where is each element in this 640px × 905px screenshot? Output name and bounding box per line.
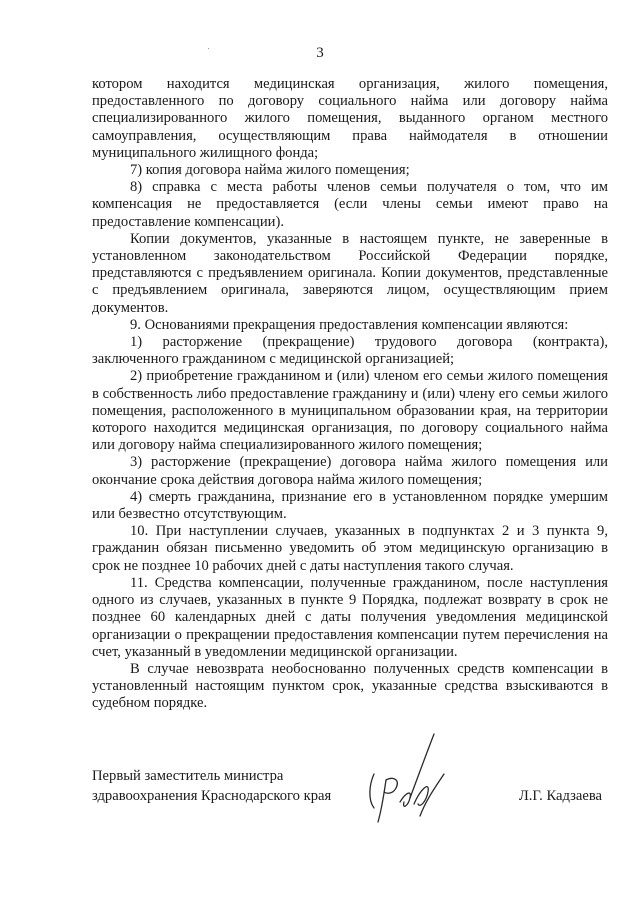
paragraph: 3) расторжение (прекращение) договора найма жилого помещения или окончание срока действия договора найма жилого помещения; xyxy=(92,454,608,488)
paragraph: Копии документов, указанные в настоящем пункте, не заверенные в установленном законодательством Российской Федерации порядке, представляются с предъявлением оригинала. Копии документов, представленные с предъявлением оригинала, заверяются лицом, осуществляющим прием документов. xyxy=(92,230,608,316)
paragraph: 1) расторжение (прекращение) трудового договора (контракта), заключенного гражданином с медицинской организацией; xyxy=(92,334,608,368)
paragraph: котором находится медицинская организация, жилого помещения, предоставленного по договору социального найма или договору найма специализированного жилого помещения, выданного органом местного самоуправления, осуществляющим права наймодателя в отношении муниципального жилищного фонда; xyxy=(92,76,608,161)
signer-name: Л.Г. Кадзаева xyxy=(518,788,602,804)
paragraph: 8) справка с места работы членов семьи получателя о том, что им компенсация не предоставляется (если члены семьи имеют право на предоставление компенсации). xyxy=(92,179,608,230)
paragraph: В случае невозврата необоснованно полученных средств компенсации в установленный настоящим пунктом срок, указанные средства взыскиваются в судебном порядке. xyxy=(92,660,608,712)
paragraph: 9. Основаниями прекращения предоставления компенсации являются: xyxy=(130,316,569,333)
signer-title-line: Первый заместитель министра xyxy=(92,768,284,784)
paragraph: 11. Средства компенсации, полученные гражданином, после наступления одного из случаев, указанных в пункте 9 Порядка, подлежат возврату в срок не позднее 60 календарных дней с даты получения уведомления медицинской организации о прекращении предоставления компенсации путем перечисления на счет, указанный в уведомлении медицинской организации. xyxy=(92,574,608,660)
document-body xyxy=(92,76,608,713)
signer-title xyxy=(92,766,362,806)
paragraph: 7) копия договора найма жилого помещения; xyxy=(130,162,410,179)
signature-block xyxy=(92,766,608,826)
page-number: 3 xyxy=(316,45,324,61)
signer-title-line: здравоохранения Краснодарского края xyxy=(92,788,332,804)
paragraph: 4) смерть гражданина, признание его в установленном порядке умершим или безвестно отсутствующим. xyxy=(92,488,608,523)
paragraph: 10. При наступлении случаев, указанных в подпунктах 2 и 3 пункта 9, гражданин обязан письменно уведомить об этом медицинскую организацию в срок не позднее 10 рабочих дней с даты наступления такого случая. xyxy=(92,523,608,574)
handwritten-signature xyxy=(360,730,450,830)
paragraph: 2) приобретение гражданином и (или) членом его семьи жилого помещения в собственность либо предоставление гражданину и (или) члену его семьи жилого помещения, расположенного в муниципальном образовании края, на территории которого находится медицинская организация, по договору социального найма или договору найма специализированного жилого помещения; xyxy=(92,368,608,454)
